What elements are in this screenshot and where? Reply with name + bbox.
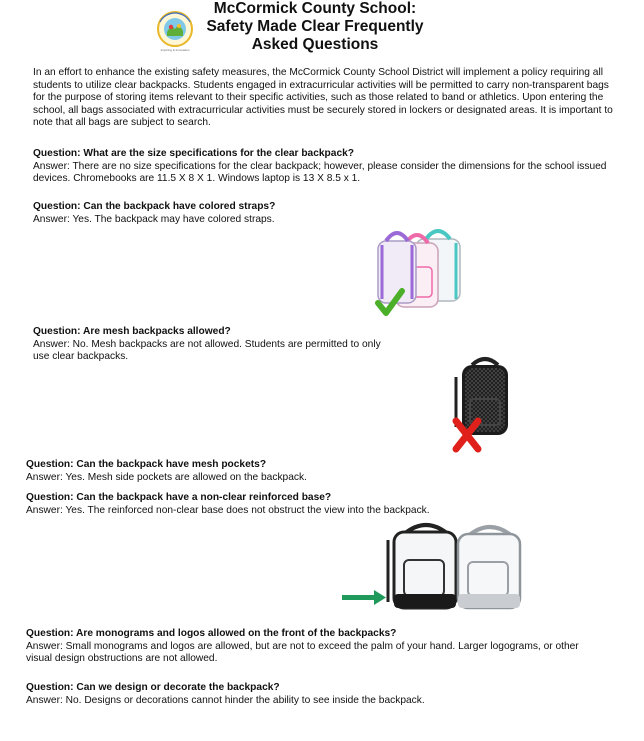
faq-item [26, 682, 606, 707]
mesh-backpack-image [450, 355, 520, 455]
faq-question: Question: Are mesh backpacks allowed? [33, 326, 231, 337]
faq-answer: Answer: No. Designs or decorations cannot hinder the ability to see inside the backpack. [26, 694, 425, 706]
district-logo-icon [155, 10, 195, 52]
page-title [150, 0, 480, 54]
faq-item [33, 148, 613, 186]
faq-answer: Answer: Yes. The reinforced non-clear base does not obstruct the view into the backpack. [26, 504, 430, 516]
faq-item [33, 201, 613, 226]
faq-question: Question: What are the size specifications for the clear backpack? [33, 148, 355, 159]
faq-answer: Answer: There are no size specifications for the clear backpack; however, please consider the dimensions for the school issued devices. Chromebooks are 11.5 X 8 X 1. Windows laptop is 13 X 8.5 x 1. [33, 160, 607, 185]
faq-item [33, 326, 393, 364]
intro-paragraph: In an effort to enhance the existing safety measures, the McCormick County School District will implement a policy requiring all students to utilize clear backpacks. Students engaged in extracurricular activities will be permitted to carry non-transparent bags for the purpose of storing items relevant to their specific activities, such as those related to band or athletics. Upon entering the school, all bags associated with extracurricular activities must be securely stored in lockers or designated areas. It is important to note that all bags are subject to search. [33, 67, 613, 129]
faq-answer: Answer: Yes. Mesh side pockets are allowed on the backpack. [26, 471, 307, 483]
colored-straps-backpack-image [372, 225, 472, 323]
faq-answer: Answer: Small monograms and logos are allowed, but are not to exceed the palm of your hand. Larger logograms, or other visual design obstructions are not allowed. [26, 640, 579, 665]
faq-answer: Answer: Yes. The backpack may have colored straps. [33, 213, 275, 225]
arrow-right-icon [342, 590, 386, 605]
faq-question: Question: Can the backpack have a non-clear reinforced base? [26, 492, 332, 503]
title-line-2: Safety Made Clear Frequently [206, 18, 424, 35]
faq-question: Question: Can we design or decorate the backpack? [26, 682, 280, 693]
reinforced-base-backpack-image [340, 520, 525, 612]
faq-question: Question: Can the backpack have colored straps? [33, 201, 276, 212]
faq-answer: Answer: No. Mesh backpacks are not allowed. Students are permitted to only use clear backpacks. [33, 338, 381, 363]
faq-item [26, 459, 606, 484]
title-line-3: Asked Questions [251, 36, 379, 53]
district-logo [155, 10, 195, 52]
faq-question: Question: Can the backpack have mesh pockets? [26, 459, 267, 470]
title-line-1: McCormick County School: [213, 0, 417, 17]
faq-item [26, 492, 606, 517]
faq-item [26, 628, 586, 666]
faq-question: Question: Are monograms and logos allowed on the front of the backpacks? [26, 628, 397, 639]
logo-tagline: Inspiring & Innovation [160, 48, 190, 52]
